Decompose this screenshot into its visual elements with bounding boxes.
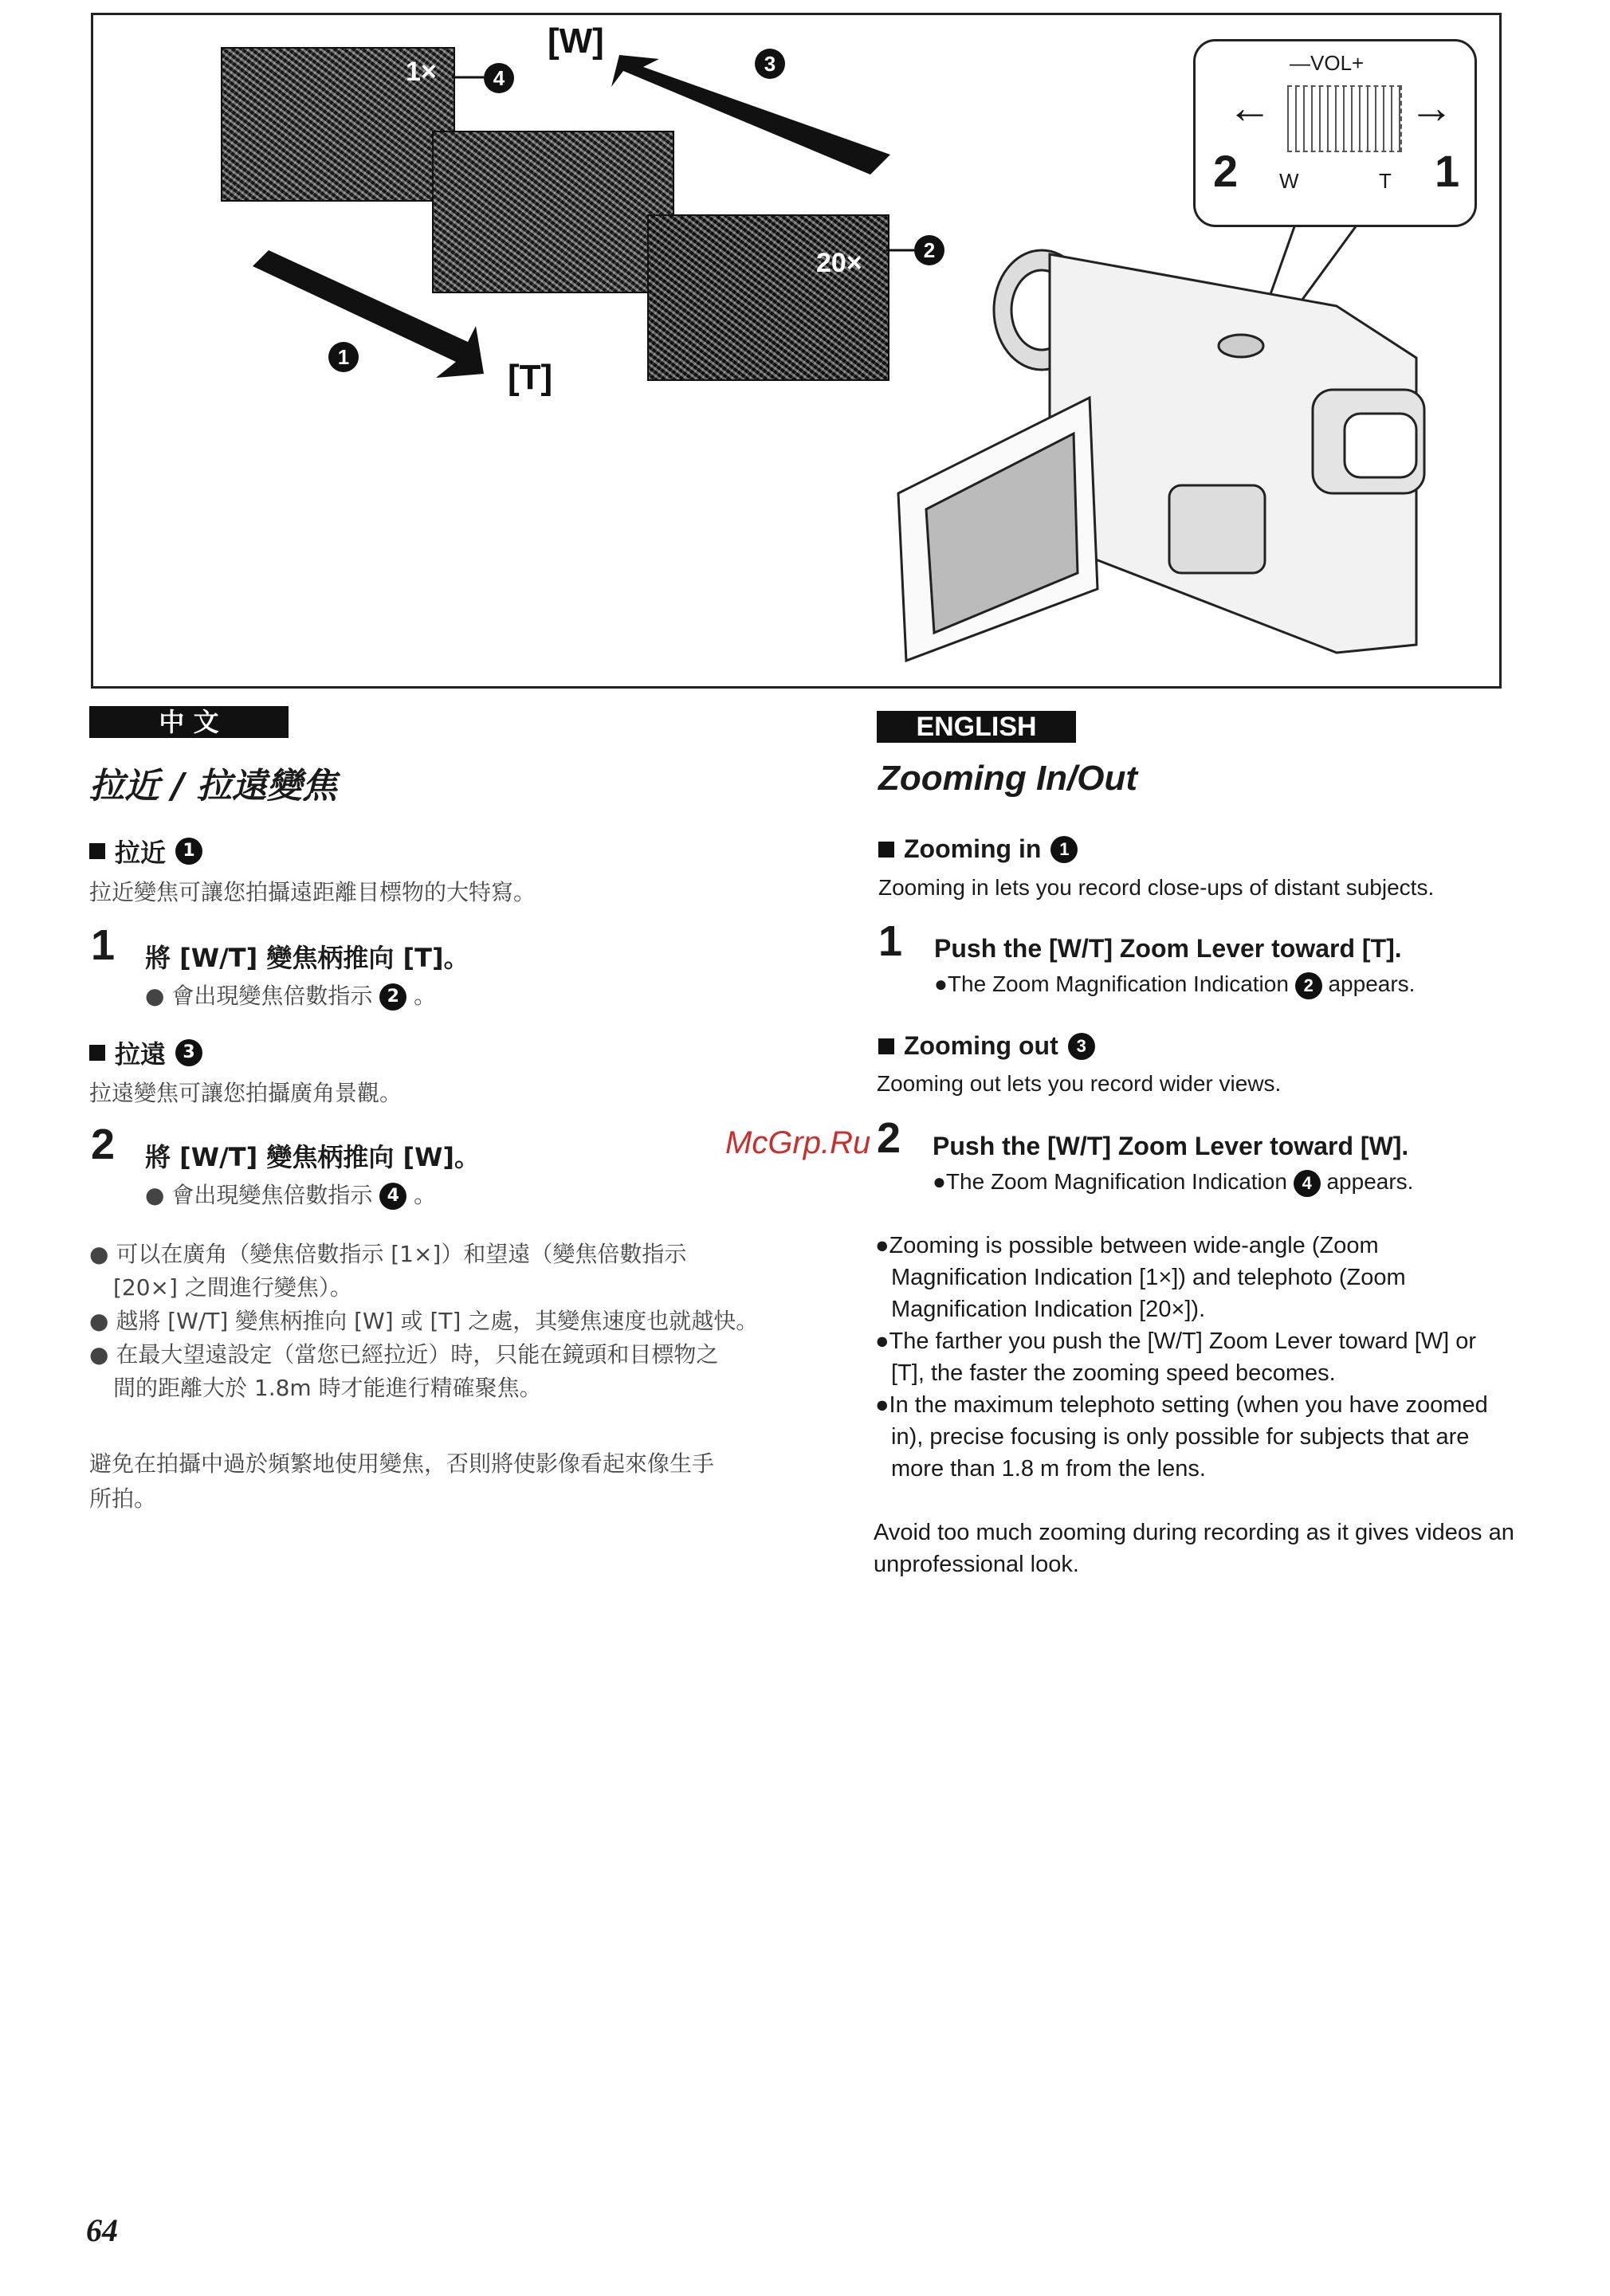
vol-label: —VOL+ bbox=[1290, 51, 1365, 75]
english-step1-number: 1 bbox=[878, 917, 903, 965]
english-title: Zooming In/Out bbox=[878, 759, 1138, 798]
english-section-tag: ENGLISH bbox=[877, 711, 1076, 743]
square-bullet-icon bbox=[89, 843, 105, 859]
arrow-left-icon: ← bbox=[1227, 82, 1272, 132]
arrow-right-icon: → bbox=[1409, 82, 1454, 132]
chinese-zoom-in-desc: 拉近變焦可讓您拍攝遠距離目標物的大特寫。 bbox=[89, 879, 536, 905]
english-step2-text: Push the [W/T] Zoom Lever toward [W]. bbox=[933, 1132, 1409, 1160]
chinese-zoom-out-heading: 拉遠 3 bbox=[89, 1034, 202, 1071]
chinese-zoom-out-desc: 拉遠變焦可讓您拍攝廣角景觀。 bbox=[89, 1080, 402, 1106]
english-step1-sub: ●The Zoom Magnification Indication 2 appears. bbox=[934, 968, 1415, 1000]
english-step2-number: 2 bbox=[877, 1114, 901, 1162]
arrow-toward-t bbox=[253, 250, 484, 378]
page-number: 64 bbox=[86, 2212, 118, 2248]
chinese-step1-sub: ● 會出現變焦倍數指示 2 。 bbox=[145, 983, 437, 1009]
label-t: [T] bbox=[508, 358, 553, 397]
camcorder-drawing bbox=[898, 250, 1424, 661]
english-zoom-in-heading: Zooming in 1 bbox=[878, 834, 1078, 864]
english-zoom-out-desc: Zooming out lets you record wider views. bbox=[877, 1071, 1282, 1096]
lever-num-right: 1 bbox=[1435, 146, 1460, 196]
zoom-indication-1x: 1× bbox=[406, 57, 437, 87]
english-notes: ●Zooming is possible between wide-angle (Zoom Magnification Indication [1×]) and telephoto (Zoom Magnification Indication [20×]). ●The farther you push the [W/T] Zoom Lever toward [W] or [T], the faster the zooming speed becomes. ●In the maximum telephoto setting (when you have zoomed in), precise focusing is only possible for subjects that are more than 1.8 m from the lens. bbox=[875, 1233, 1488, 1482]
zoom-indication-20x: 20× bbox=[816, 248, 862, 278]
label-w: [W] bbox=[548, 22, 604, 61]
zoom-lever-callout bbox=[1193, 39, 1477, 227]
chinese-step2-sub: ● 會出現變焦倍數指示 4 。 bbox=[145, 1182, 437, 1208]
arrow-toward-w bbox=[611, 55, 890, 175]
zoom-lever-icon bbox=[1287, 85, 1402, 152]
chinese-section-tag: 中 文 bbox=[89, 706, 289, 738]
square-bullet-icon bbox=[878, 1038, 894, 1054]
lever-num-left: 2 bbox=[1213, 146, 1239, 196]
english-zoom-in-desc: Zooming in lets you record close-ups of distant subjects. bbox=[878, 875, 1435, 900]
english-zoom-out-heading: Zooming out 3 bbox=[878, 1031, 1095, 1061]
english-step1-text: Push the [W/T] Zoom Lever toward [T]. bbox=[934, 934, 1402, 963]
chinese-step2-text: 將 [W/T] 變焦柄推向 [W]。 bbox=[145, 1142, 481, 1172]
english-step2-sub: ●The Zoom Magnification Indication 4 appears. bbox=[933, 1166, 1413, 1198]
chinese-avoid-note: 避免在拍攝中過於頻繁地使用變焦，否則將使影像看起來像生手 所拍。 bbox=[89, 1450, 715, 1512]
chinese-title: 拉近 / 拉遠變焦 bbox=[89, 766, 337, 807]
chinese-zoom-in-heading: 拉近 1 bbox=[89, 833, 202, 869]
lever-t-label: T bbox=[1379, 169, 1392, 193]
marker-4: 4 bbox=[484, 63, 514, 93]
chinese-notes: ● 可以在廣角（變焦倍數指示 [1×]）和望遠（變焦倍數指示 [20×] 之間進行變焦）。 ● 越將 [W/T] 變焦柄推向 [W] 或 [T] 之處，其變焦速度也就越快。 ● 在最大望遠設定（當您已經拉近）時，只能在鏡頭和目標物之 間的距離大於 1.8m 時才能進行精確聚焦。 bbox=[89, 1241, 759, 1401]
chinese-step1-number: 1 bbox=[91, 921, 116, 969]
square-bullet-icon bbox=[89, 1045, 105, 1061]
lever-w-label: W bbox=[1279, 169, 1299, 193]
marker-3: 3 bbox=[755, 49, 785, 79]
square-bullet-icon bbox=[878, 842, 894, 858]
watermark: McGrp.Ru bbox=[725, 1125, 871, 1160]
chinese-step2-number: 2 bbox=[91, 1121, 116, 1168]
marker-1: 1 bbox=[328, 342, 359, 372]
marker-2: 2 bbox=[914, 235, 944, 265]
english-avoid-note: Avoid too much zooming during recording as it gives videos an unprofessional look. bbox=[874, 1520, 1514, 1577]
zoom-illustration bbox=[91, 13, 1502, 689]
chinese-step1-text: 將 [W/T] 變焦柄推向 [T]。 bbox=[145, 943, 469, 973]
